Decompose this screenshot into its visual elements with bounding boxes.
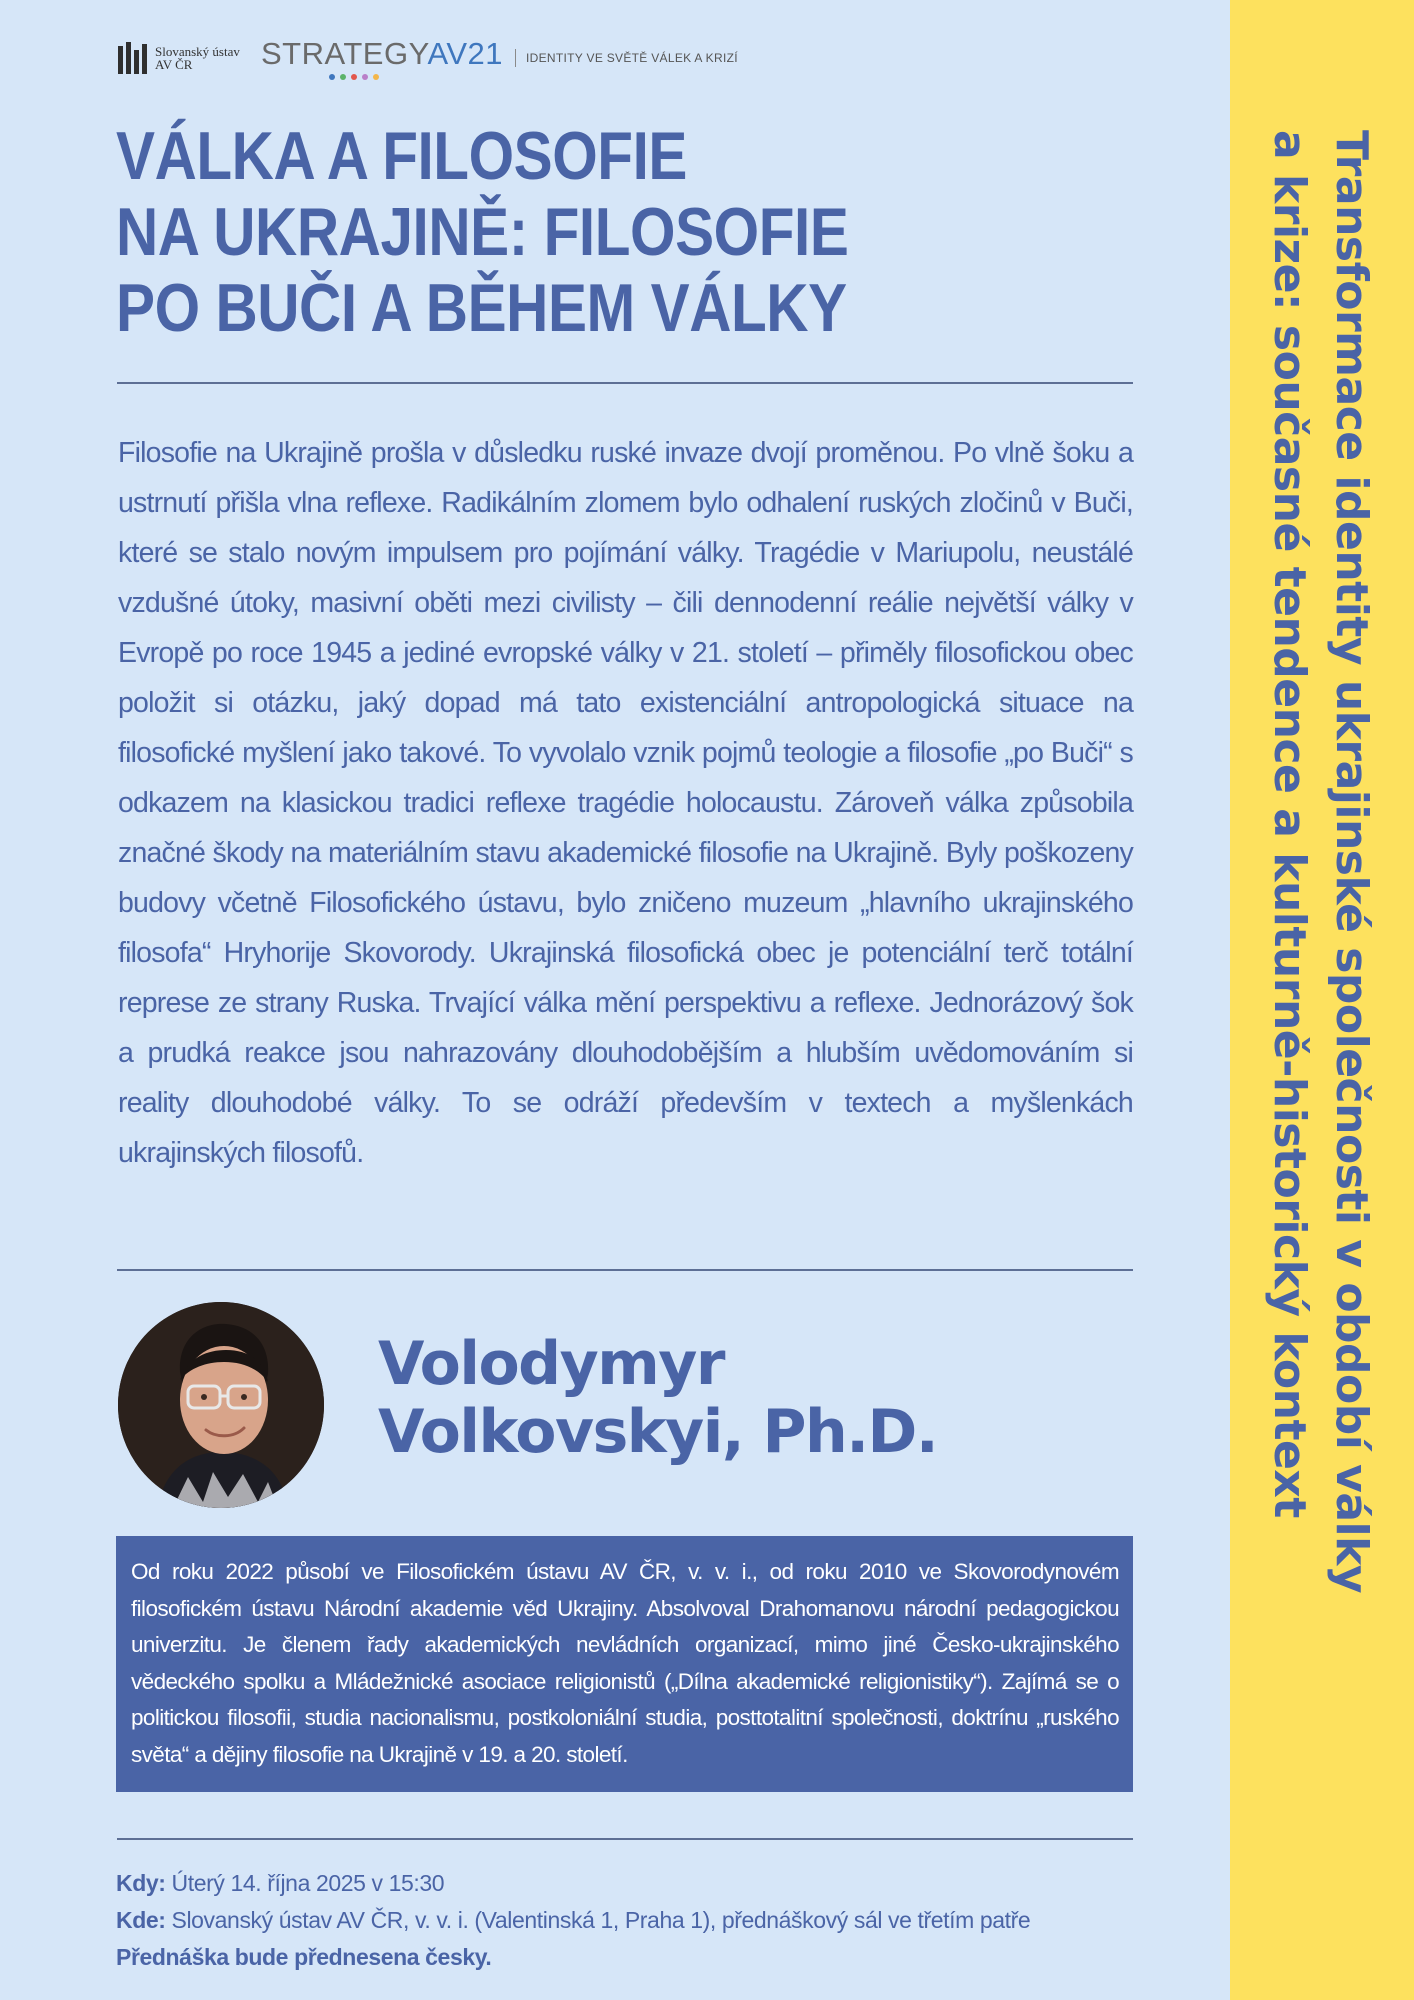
speaker-name	[378, 1330, 937, 1466]
when-value: Úterý 14. října 2025 v 15:30	[171, 1870, 445, 1896]
logo-dot	[351, 74, 357, 80]
title-line: PO BUČI A BĚHEM VÁLKY	[116, 270, 847, 346]
slovansky-ustav-logo-icon	[118, 42, 147, 74]
event-language	[116, 1939, 1030, 1976]
speaker-bio: Od roku 2022 působí ve Filosofickém ústavu AV ČR, v. v. i., od roku 2010 ve Skovorodynovém filosofickém ústavu Národní akademie věd Ukrajiny. Absolvoval Drahomanovu národní pedagogickou univerzitu. Je členem řady akademických nevládních organizací, mimo jiné Česko-ukrajinského vědeckého spolku a Mládežnické asociace religionistů („Dílna akademické religionistiky“). Zajímá se o politickou filosofii, studia nacionalismu, postkoloniální studia, posttotalitní společnosti, doktrínu „ruského světa“ a dějiny filosofie na Ukrajině v 19. a 20. století.	[116, 1536, 1133, 1792]
sidebar-line: Transformace identity ukrajinské společnosti v období války	[1326, 130, 1377, 1594]
title-line: NA UKRAJINĚ: FILOSOFIE	[116, 194, 849, 270]
logo-dots	[329, 74, 379, 80]
program-tagline: IDENTITY VE SVĚTĚ VÁLEK A KRIZÍ	[526, 51, 738, 65]
divider	[117, 1269, 1133, 1271]
logo-dot	[362, 74, 368, 80]
header	[118, 38, 738, 78]
sidebar-line: a krize: současné tendence a kulturně-historický kontext	[1264, 130, 1315, 1518]
speaker-first-name: Volodymyr	[378, 1329, 724, 1399]
strategy-av21-logo	[261, 36, 503, 80]
program-title-vertical	[1264, 130, 1382, 1850]
logo-dot	[340, 74, 346, 80]
strategy-logo-prefix: STRATEGY	[261, 36, 428, 71]
event-when	[116, 1865, 1030, 1902]
where-label: Kde:	[116, 1907, 166, 1933]
speaker-last-name: Volkovskyi, Ph.D.	[378, 1397, 938, 1467]
event-info	[116, 1865, 1030, 1976]
speaker-portrait-image	[118, 1302, 324, 1508]
logo-dot	[329, 74, 335, 80]
speaker-photo	[118, 1302, 324, 1508]
lecture-abstract: Filosofie na Ukrajině prošla v důsledku ruské invaze dvojí proměnou. Po vlně šoku a ustrnutí přišla vlna reflexe. Radikálním zlomem bylo odhalení ruských zločinů v Buči, které se stalo novým impulsem pro pojímání války. Tragédie v Mariupolu, neustálé vzdušné útoky, masivní oběti mezi civilisty – čili dennodenní reálie největší války v Evropě po roce 1945 a jediné evropské války v 21. století – přiměly filosofickou obec položit si otázku, jaký dopad má tato existenciální antropologická situace na filosofické myšlení jako takové. To vyvolalo vznik pojmů teologie a filosofie „po Buči“ s odkazem na klasickou tradici reflexe tragédie holocaustu. Zároveň válka způsobila značné škody na materiálním stavu akademické filosofie na Ukrajině. Byly poškozeny budovy včetně Filosofického ústavu, bylo zničeno muzeum „hlavního ukrajinského filosofa“ Hryhorije Skovorody. Ukrajinská filosofická obec je potenciální terč totální represe ze strany Ruska. Trvající válka mění perspektivu a reflexe. Jednorázový šok a prudká reakce jsou nahrazovány dlouhodobějším a hlubším uvědomováním si reality dlouhodobé války. To se odráží především v textech a myšlenkách ukrajinských filosofů.	[118, 437, 1133, 1169]
strategy-logo-suffix: AV21	[427, 36, 504, 71]
institute-logo-text: Slovanský ústav AV ČR	[155, 44, 240, 72]
title-line: VÁLKA A FILOSOFIE	[116, 118, 687, 194]
language-note: Přednáška bude přednesena česky.	[116, 1944, 492, 1970]
when-label: Kdy:	[116, 1870, 166, 1896]
logo-dot	[373, 74, 379, 80]
lecture-title	[116, 118, 976, 346]
logo-divider	[515, 49, 516, 67]
event-where	[116, 1902, 1030, 1939]
divider	[117, 382, 1133, 384]
divider	[117, 1838, 1133, 1840]
where-value: Slovanský ústav AV ČR, v. v. i. (Valentinská 1, Praha 1), přednáškový sál ve třetím patře	[171, 1907, 1031, 1933]
